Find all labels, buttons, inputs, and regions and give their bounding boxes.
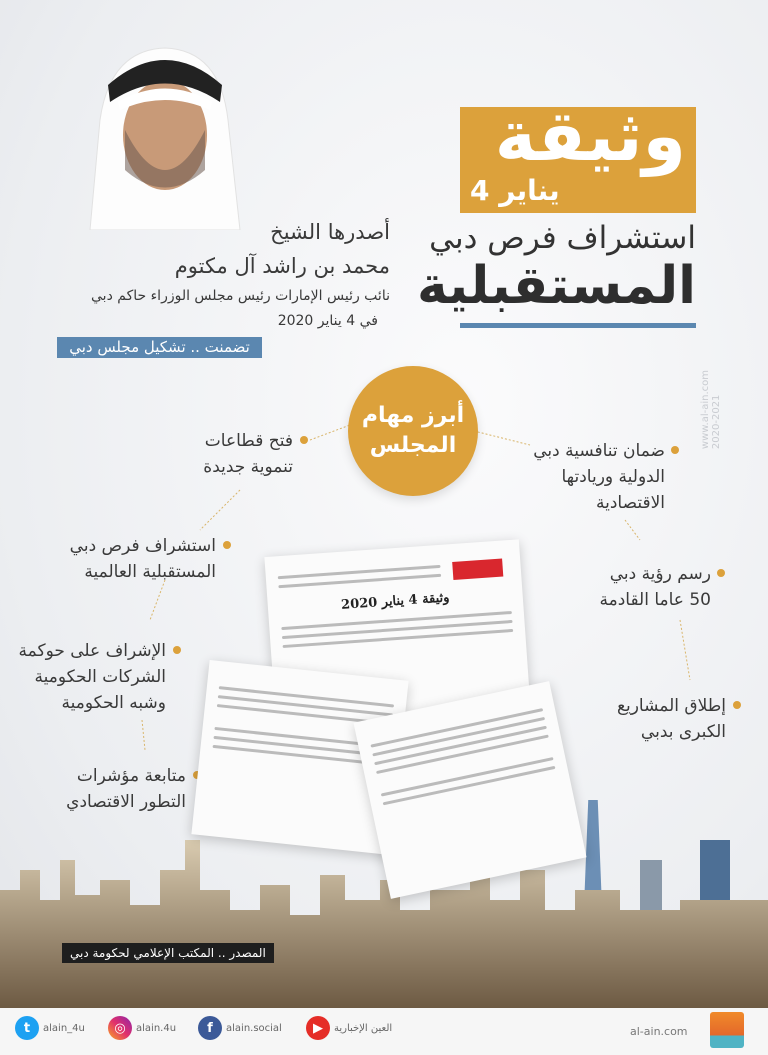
task-line: إطلاق المشاريع (616, 696, 726, 716)
task-line: ضمان تنافسية دبي (533, 441, 665, 461)
task-line: الاقتصادية (595, 493, 665, 513)
task-new-sectors (203, 428, 293, 480)
bullet-icon (173, 646, 181, 654)
bullet-icon (733, 701, 741, 709)
youtube-link[interactable] (306, 1016, 392, 1040)
issuer-title: نائب رئيس الإمارات رئيس مجلس الوزراء حاكم دبي (91, 288, 390, 304)
issuer-line1: أصدرها الشيخ (270, 220, 390, 244)
twitter-link[interactable] (15, 1016, 85, 1040)
title-subtitle: استشراف فرص دبي (429, 220, 696, 256)
task-governance (19, 638, 166, 716)
site-link[interactable]: al-ain.com (630, 1025, 688, 1038)
issuer-name: محمد بن راشد آل مكتوم (174, 254, 390, 278)
bullet-icon (717, 569, 725, 577)
council-badge: تضمنت .. تشكيل مجلس دبي (57, 337, 262, 358)
twitter-icon: t (15, 1016, 39, 1040)
bullet-icon (223, 541, 231, 549)
alain-logo (710, 1012, 744, 1048)
instagram-link[interactable] (108, 1016, 176, 1040)
task-line: 50 عاما القادمة (599, 590, 711, 610)
document-heading: وثيقة 4 يناير 2020 (340, 590, 450, 613)
bullet-icon (300, 436, 308, 444)
circle-line1: أبرز مهام (361, 403, 465, 429)
instagram-icon: ◎ (108, 1016, 132, 1040)
watermark-years: 2020-2021 (711, 394, 722, 450)
task-line: رسم رؤية دبي (609, 564, 711, 584)
title-date: 4 يناير (470, 174, 560, 207)
task-line: الكبرى بدبي (640, 722, 726, 742)
council-tasks-circle (348, 366, 478, 496)
bullet-icon (671, 446, 679, 454)
task-line: متابعة مؤشرات (76, 766, 186, 786)
task-line: وشبه الحكومية (61, 693, 166, 713)
task-future-opportunities (70, 533, 216, 585)
task-line: استشراف فرص دبي (69, 536, 216, 556)
document-logo (452, 559, 503, 580)
twitter-handle: alain_4u (43, 1022, 85, 1034)
watermark-url: www.al-ain.com (700, 370, 711, 450)
task-major-projects (617, 693, 726, 745)
task-line: التطور الاقتصادي (66, 792, 186, 812)
task-line: الشركات الحكومية (34, 667, 166, 687)
task-competitiveness (533, 438, 665, 516)
task-line: فتح قطاعات (204, 431, 293, 451)
facebook-handle: alain.social (226, 1022, 282, 1034)
circle-line2: المجلس (369, 433, 457, 458)
task-vision-50 (599, 561, 711, 613)
title-main: وثيقة (494, 95, 686, 177)
title-subtitle-big: المستقبلية (417, 256, 696, 316)
youtube-handle: العين الإخبارية (334, 1022, 393, 1034)
task-line: الإشراف على حوكمة (18, 641, 166, 661)
source-label: المصدر .. المكتب الإعلامي لحكومة دبي (62, 943, 274, 963)
task-line: تنموية جديدة (203, 457, 293, 477)
youtube-icon: ▶ (306, 1016, 330, 1040)
instagram-handle: alain.4u (136, 1022, 177, 1034)
issuer-date: في 4 يناير 2020 (277, 313, 378, 329)
facebook-link[interactable] (198, 1016, 282, 1040)
facebook-icon: f (198, 1016, 222, 1040)
task-line: الدولية وريادتها (561, 467, 665, 487)
task-line: المستقبلية العالمية (84, 562, 216, 582)
